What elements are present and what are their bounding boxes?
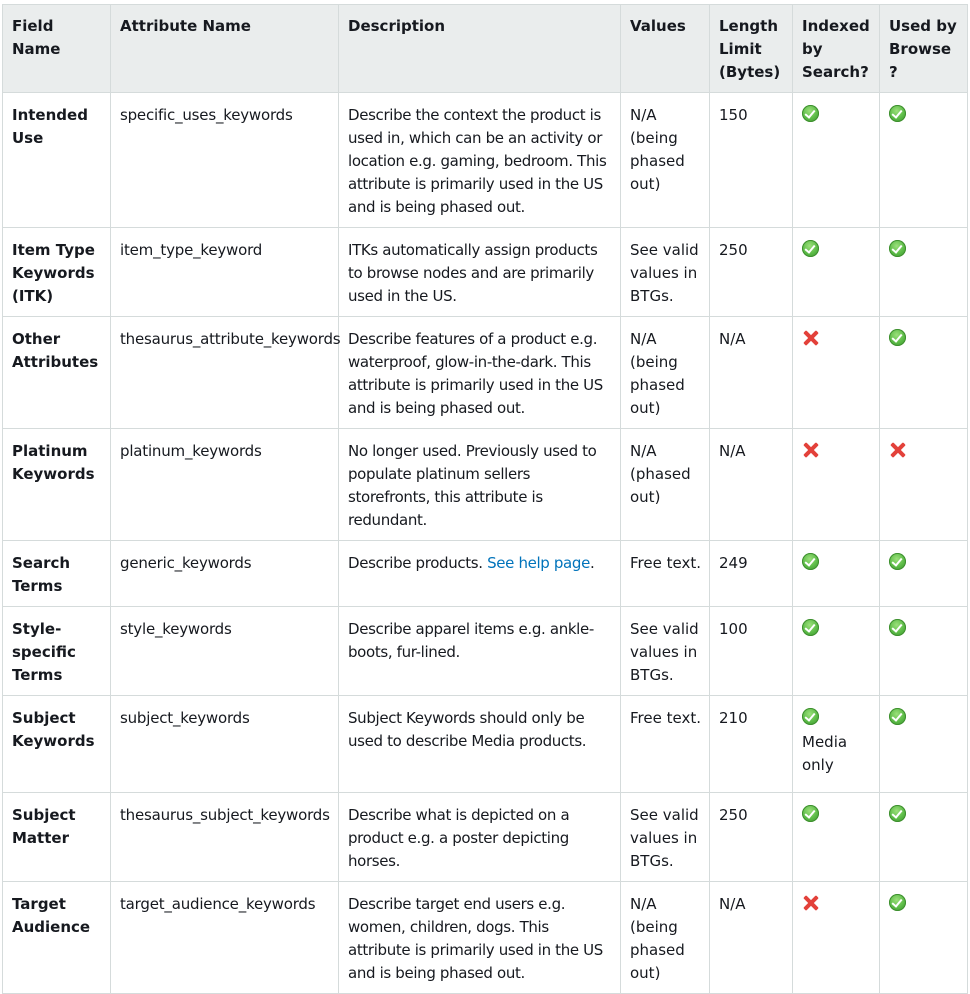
used-by-browse-cell — [880, 696, 968, 793]
field-name-cell: Style-specific Terms — [3, 607, 111, 696]
table-row — [3, 696, 968, 793]
check-icon — [889, 805, 906, 822]
values-cell: Free text. — [621, 541, 710, 607]
table-header-row — [3, 5, 968, 93]
keywords-attribute-table — [2, 4, 968, 994]
values-cell: Free text. — [621, 696, 710, 793]
cross-icon — [802, 441, 819, 458]
check-icon — [889, 894, 906, 911]
indexed-by-search-cell — [793, 429, 880, 541]
field-name-cell: Search Terms — [3, 541, 111, 607]
indexed-by-search-cell — [793, 607, 880, 696]
field-name-cell: Platinum Keywords — [3, 429, 111, 541]
header-values: Values — [621, 5, 710, 93]
field-name-cell: Subject Keywords — [3, 696, 111, 793]
indexed-by-search-cell — [793, 317, 880, 429]
field-name-cell: Item Type Keywords (ITK) — [3, 228, 111, 317]
length-limit-cell: N/A — [710, 882, 793, 994]
check-icon — [802, 805, 819, 822]
length-limit-cell: 100 — [710, 607, 793, 696]
length-limit-cell: N/A — [710, 317, 793, 429]
length-limit-cell: 150 — [710, 93, 793, 228]
check-icon — [889, 240, 906, 257]
indexed-by-search-cell — [793, 793, 880, 882]
description-text: Describe products. — [348, 554, 483, 572]
description-cell: No longer used. Previously used to populate platinum sellers storefronts, this attribute is redundant. — [339, 429, 621, 541]
field-name-cell: Target Audience — [3, 882, 111, 994]
length-limit-cell: 210 — [710, 696, 793, 793]
indexed-by-search-cell — [793, 541, 880, 607]
description-cell: ITKs automatically assign products to browse nodes and are primarily used in the US. — [339, 228, 621, 317]
table-row — [3, 882, 968, 994]
values-cell: See valid values in BTGs. — [621, 793, 710, 882]
used-by-browse-cell — [880, 541, 968, 607]
table-row — [3, 93, 968, 228]
table-row — [3, 607, 968, 696]
length-limit-cell: 249 — [710, 541, 793, 607]
table-row — [3, 793, 968, 882]
indexed-by-search-cell — [793, 696, 880, 793]
header-field-name: Field Name — [3, 5, 111, 93]
description-cell: Subject Keywords should only be used to describe Media products. — [339, 696, 621, 793]
check-icon — [889, 105, 906, 122]
description-cell: Describe apparel items e.g. ankle-boots, fur-lined. — [339, 607, 621, 696]
field-name-cell: Subject Matter — [3, 793, 111, 882]
attribute-name-cell: subject_keywords — [111, 696, 339, 793]
description-cell: Describe target end users e.g. women, children, dogs. This attribute is primarily used in the US and is being phased out. — [339, 882, 621, 994]
header-used-by-browse: Used by Browse? — [880, 5, 968, 93]
cross-icon — [802, 329, 819, 346]
length-limit-cell: N/A — [710, 429, 793, 541]
check-icon — [802, 240, 819, 257]
indexed-by-search-cell — [793, 228, 880, 317]
media-only-note: Media only — [802, 733, 848, 774]
indexed-by-search-cell — [793, 93, 880, 228]
table-row — [3, 228, 968, 317]
values-cell: N/A (being phased out) — [621, 882, 710, 994]
check-icon — [802, 553, 819, 570]
description-cell: Describe the context the product is used in, which can be an activity or location e.g. gaming, bedroom. This attribute is primarily used in the US and is being phased out. — [339, 93, 621, 228]
table-row — [3, 429, 968, 541]
header-indexed-by-search: Indexed by Search? — [793, 5, 880, 93]
check-icon — [802, 619, 819, 636]
used-by-browse-cell — [880, 882, 968, 994]
values-cell: N/A (phased out) — [621, 429, 710, 541]
cross-icon — [802, 894, 819, 911]
link-suffix: . — [589, 554, 595, 572]
used-by-browse-cell — [880, 793, 968, 882]
description-cell: Describe features of a product e.g. waterproof, glow-in-the-dark. This attribute is primarily used in the US and is being phased out. — [339, 317, 621, 429]
header-description: Description — [339, 5, 621, 93]
values-cell: N/A (being phased out) — [621, 317, 710, 429]
see-help-page-link[interactable]: See help page — [487, 554, 590, 572]
values-cell: See valid values in BTGs. — [621, 607, 710, 696]
length-limit-cell: 250 — [710, 228, 793, 317]
check-icon — [889, 708, 906, 725]
description-cell: Describe what is depicted on a product e.g. a poster depicting horses. — [339, 793, 621, 882]
attribute-name-cell: generic_keywords — [111, 541, 339, 607]
table-row — [3, 541, 968, 607]
field-name-cell: Intended Use — [3, 93, 111, 228]
values-cell: N/A (being phased out) — [621, 93, 710, 228]
header-length-limit: Length Limit (Bytes) — [710, 5, 793, 93]
used-by-browse-cell — [880, 228, 968, 317]
used-by-browse-cell — [880, 93, 968, 228]
length-limit-cell: 250 — [710, 793, 793, 882]
check-icon — [802, 105, 819, 122]
used-by-browse-cell — [880, 317, 968, 429]
check-icon — [889, 329, 906, 346]
check-icon — [889, 553, 906, 570]
cross-icon — [889, 441, 906, 458]
header-attribute-name: Attribute Name — [111, 5, 339, 93]
used-by-browse-cell — [880, 607, 968, 696]
indexed-by-search-cell — [793, 882, 880, 994]
attribute-name-cell: item_type_keyword — [111, 228, 339, 317]
attribute-name-cell: style_keywords — [111, 607, 339, 696]
check-icon — [889, 619, 906, 636]
attribute-name-cell: specific_uses_keywords — [111, 93, 339, 228]
attribute-name-cell: target_audience_keywords — [111, 882, 339, 994]
description-cell — [339, 541, 621, 607]
values-cell: See valid values in BTGs. — [621, 228, 710, 317]
used-by-browse-cell — [880, 429, 968, 541]
attribute-name-cell: thesaurus_subject_keywords — [111, 793, 339, 882]
check-icon — [802, 708, 819, 725]
attribute-name-cell: platinum_keywords — [111, 429, 339, 541]
field-name-cell: Other Attributes — [3, 317, 111, 429]
attribute-name-cell: thesaurus_attribute_keywords — [111, 317, 339, 429]
table-row — [3, 317, 968, 429]
